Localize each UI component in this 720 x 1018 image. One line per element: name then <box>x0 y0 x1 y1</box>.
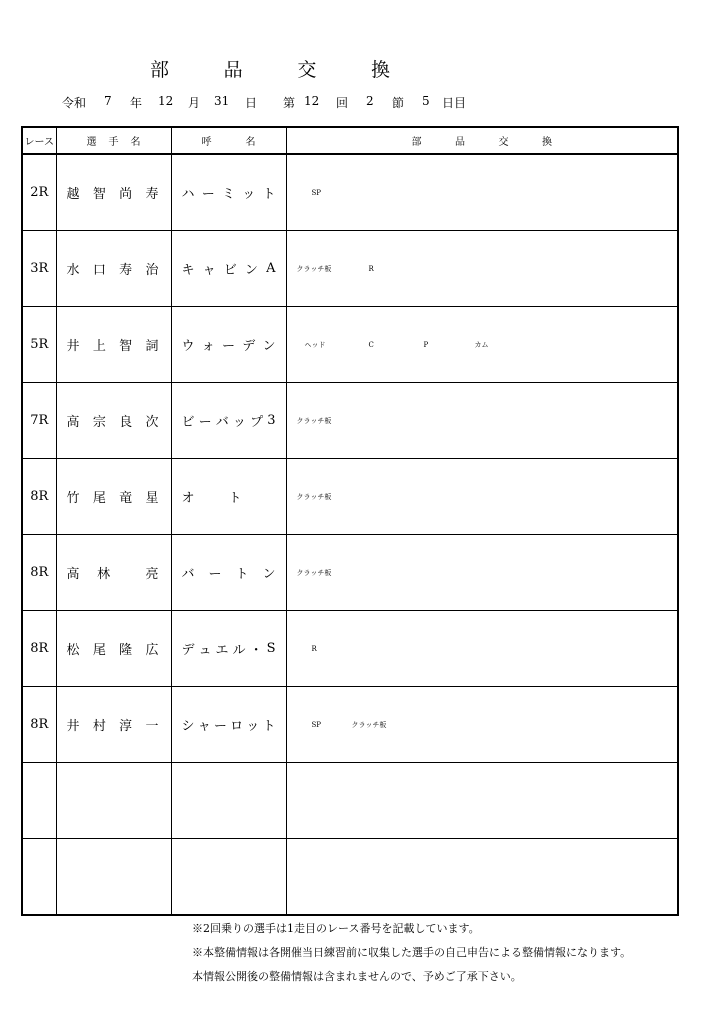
race-cell: 8R <box>22 535 56 611</box>
player-name-cell <box>56 383 171 459</box>
callname-cell <box>171 154 286 231</box>
callname-char: デ <box>242 339 256 354</box>
header-char: 手 <box>108 137 119 148</box>
table-row <box>22 535 678 611</box>
player-name-cell <box>56 839 171 916</box>
player-name-cell <box>56 459 171 535</box>
callname-char: ャ <box>202 263 216 278</box>
player-name-char: 竜 <box>119 491 133 506</box>
callname-char: エ <box>215 643 229 658</box>
player-name-char: 尾 <box>92 491 106 506</box>
header-race: レース <box>22 127 56 154</box>
year-unit: 年 <box>130 96 143 110</box>
callname-char: ロ <box>230 719 244 734</box>
part-item: クラッチ板 <box>351 720 387 729</box>
header-char: 名 <box>130 137 141 148</box>
table-row <box>22 307 678 383</box>
player-name-char: 良 <box>119 415 133 430</box>
callname-char: ー <box>213 719 227 734</box>
table-row <box>22 459 678 535</box>
table-row <box>22 154 678 231</box>
race-cell: 2R <box>22 154 56 231</box>
player-name-char: 水 <box>66 263 80 278</box>
callname-char: ミ <box>221 187 235 202</box>
callname-char: ト <box>262 187 276 202</box>
player-name-char: 一 <box>145 719 159 734</box>
callname-char: ン <box>262 567 276 582</box>
race-cell: 5R <box>22 307 56 383</box>
callname-char: ッ <box>246 719 260 734</box>
callname-char: ル <box>232 643 246 658</box>
parts-exchange-table <box>21 126 679 916</box>
callname-cell <box>171 231 286 307</box>
part-item: クラッチ板 <box>296 416 332 425</box>
day-number-unit: 日目 <box>442 96 467 110</box>
part-item: SP <box>311 720 322 729</box>
callname-char: ハ <box>181 187 195 202</box>
callname-char: ー <box>221 339 235 354</box>
player-name-cell <box>56 307 171 383</box>
setsu-value: 2 <box>366 94 374 108</box>
player-name-char: 寿 <box>119 263 133 278</box>
player-name-char: 林 <box>97 567 111 582</box>
callname-char: キ <box>181 263 195 278</box>
player-name-cell <box>56 154 171 231</box>
parts-cell <box>286 611 678 687</box>
table-row <box>22 231 678 307</box>
callname-char: ッ <box>242 187 256 202</box>
player-name-char: 亮 <box>145 567 159 582</box>
callname-char: ー <box>198 415 212 430</box>
callname-char: ー <box>201 187 215 202</box>
player-name-char: 上 <box>92 339 106 354</box>
callname-char: ー <box>208 567 222 582</box>
race-cell: 7R <box>22 383 56 459</box>
part-item: ヘッド <box>304 340 326 349</box>
callname-cell <box>171 763 286 839</box>
player-name-char: 尾 <box>92 643 106 658</box>
player-name-char: 智 <box>92 187 106 202</box>
callname-char: ウ <box>181 339 195 354</box>
parts-cell <box>286 231 678 307</box>
callname-char: ト <box>228 491 242 506</box>
day-unit: 日 <box>245 96 258 110</box>
part-item: R <box>311 644 317 653</box>
player-name-cell <box>56 611 171 687</box>
parts-cell <box>286 154 678 231</box>
callname-char: ト <box>235 567 249 582</box>
header-player <box>56 127 171 154</box>
session-unit: 回 <box>336 96 349 110</box>
part-item: R <box>368 264 374 273</box>
player-name-char: 尚 <box>119 187 133 202</box>
callname-char: ュ <box>198 643 212 658</box>
callname-char: S <box>266 641 276 656</box>
callname-cell <box>171 839 286 916</box>
page-title <box>150 56 390 80</box>
table-row <box>22 611 678 687</box>
race-cell <box>22 839 56 916</box>
table-row <box>22 383 678 459</box>
player-name-char: 井 <box>66 719 80 734</box>
parts-cell <box>286 763 678 839</box>
callname-char: ン <box>244 263 258 278</box>
part-item: クラッチ板 <box>296 264 332 273</box>
header-char: 呼 <box>201 137 212 148</box>
callname-cell <box>171 459 286 535</box>
table-header-row <box>22 127 678 154</box>
setsu-unit: 節 <box>392 96 405 110</box>
callname-char: ト <box>262 719 276 734</box>
player-name-char: 隆 <box>119 643 133 658</box>
title-char: 部 <box>150 58 170 81</box>
player-name-char: 次 <box>145 415 159 430</box>
race-cell <box>22 763 56 839</box>
table-row <box>22 763 678 839</box>
callname-char: シ <box>181 719 195 734</box>
player-name-cell <box>56 231 171 307</box>
player-name-char: 星 <box>145 491 159 506</box>
header-callname <box>171 127 286 154</box>
callname-char: バ <box>181 567 195 582</box>
footnote: 本情報公開後の整備情報は含まれませんので、予めご了承下さい。 <box>192 970 522 983</box>
callname-cell <box>171 383 286 459</box>
parts-cell <box>286 459 678 535</box>
player-name-char: 高 <box>66 567 80 582</box>
month-unit: 月 <box>188 96 201 110</box>
session-value: 12 <box>304 94 320 108</box>
race-cell: 8R <box>22 459 56 535</box>
player-name-char: 寿 <box>145 187 159 202</box>
race-cell: 3R <box>22 231 56 307</box>
callname-char: ッ <box>232 415 246 430</box>
player-name-char: 詞 <box>145 339 159 354</box>
table-row <box>22 839 678 916</box>
callname-char: ビ <box>181 415 195 430</box>
parts-cell <box>286 383 678 459</box>
header-parts <box>286 127 678 154</box>
part-item: クラッチ板 <box>296 568 332 577</box>
callname-char: 3 <box>267 413 276 428</box>
player-name-cell <box>56 535 171 611</box>
day-number: 5 <box>422 94 430 108</box>
table-row <box>22 687 678 763</box>
part-item: P <box>423 340 429 349</box>
title-char: 品 <box>223 58 243 81</box>
player-name-char: 広 <box>145 643 159 658</box>
month-value: 12 <box>158 94 174 108</box>
header-char: 選 <box>86 137 97 148</box>
callname-char: デ <box>181 643 195 658</box>
callname-char: ン <box>262 339 276 354</box>
callname-char: A <box>266 261 276 276</box>
player-name-char: 淳 <box>119 719 133 734</box>
parts-cell <box>286 687 678 763</box>
callname-char: ・ <box>249 643 263 658</box>
footnotes <box>192 917 631 989</box>
day-value: 31 <box>214 94 230 108</box>
header-char: 名 <box>245 137 256 148</box>
callname-char: ォ <box>201 339 215 354</box>
player-name-cell <box>56 763 171 839</box>
race-cell: 8R <box>22 687 56 763</box>
player-name-char: 高 <box>66 415 80 430</box>
header-char: 交 <box>498 137 509 148</box>
part-item: SP <box>311 188 322 197</box>
player-name-char: 村 <box>92 719 106 734</box>
parts-cell <box>286 535 678 611</box>
parts-cell <box>286 839 678 916</box>
part-item: カム <box>474 340 489 349</box>
callname-cell <box>171 535 286 611</box>
part-item: C <box>368 340 374 349</box>
callname-char: ビ <box>223 263 237 278</box>
race-cell: 8R <box>22 611 56 687</box>
header-char: 換 <box>542 137 552 148</box>
player-name-char: 竹 <box>66 491 80 506</box>
parts-cell <box>286 307 678 383</box>
callname-char: オ <box>181 491 195 506</box>
callname-char: バ <box>215 415 229 430</box>
footnote: ※本整備情報は各開催当日練習前に収集した選手の自己申告による整備情報になります。 <box>192 946 632 959</box>
title-char: 換 <box>370 58 390 81</box>
player-name-char: 越 <box>66 187 80 202</box>
player-name-char: 治 <box>145 263 159 278</box>
player-name-char: 宗 <box>92 415 106 430</box>
header-char: 品 <box>455 137 465 148</box>
player-name-char: 智 <box>119 339 133 354</box>
player-name-char: 井 <box>66 339 80 354</box>
player-name-char: 松 <box>66 643 80 658</box>
era: 令和 <box>62 96 87 110</box>
player-name-cell <box>56 687 171 763</box>
callname-cell <box>171 687 286 763</box>
part-item: クラッチ板 <box>296 492 332 501</box>
title-char: 交 <box>297 58 317 81</box>
footnote: ※2回乗りの選手は1走目のレース番号を記載しています。 <box>192 922 480 935</box>
header-char: 部 <box>411 137 422 148</box>
callname-char: プ <box>250 415 264 430</box>
callname-cell <box>171 307 286 383</box>
callname-cell <box>171 611 286 687</box>
year-value: 7 <box>104 94 112 108</box>
player-name-char: 口 <box>92 263 106 278</box>
callname-char: ャ <box>197 719 211 734</box>
session-prefix: 第 <box>283 96 296 110</box>
